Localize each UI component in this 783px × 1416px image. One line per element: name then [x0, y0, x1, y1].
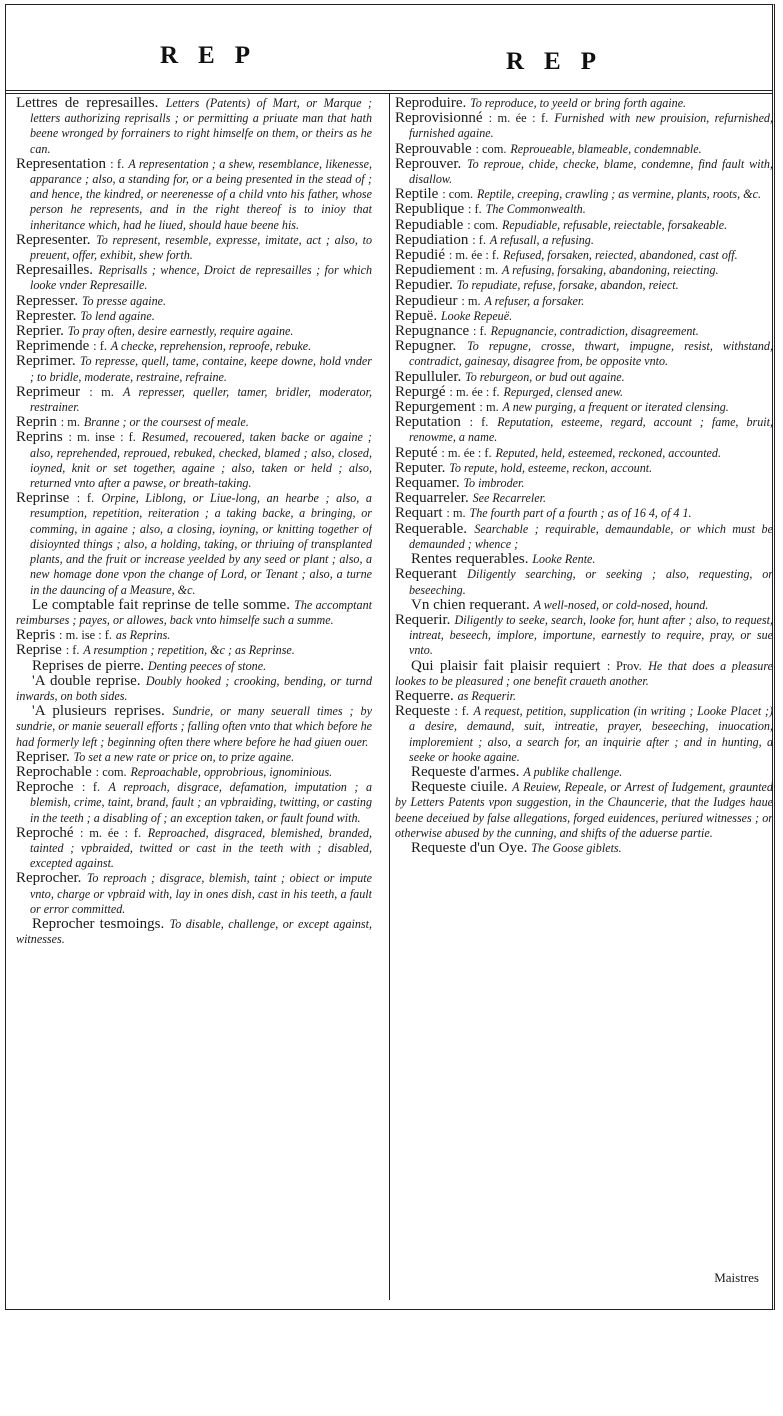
entry-headword: Repugnance: [395, 323, 470, 340]
entry-translation: A Reuiew, Repeale, or Arrest of Iudgement, graunted by Letters Patents vpon suggestion, in the Chauncerie, that the Iudges haue beene deceiued by false allegations, forged euidences, periured witnesses ; or otherwise abused by the cunning, and shifts of the aduerse partie.: [395, 780, 773, 840]
dictionary-entry: [16, 339, 372, 354]
entry-translation: Reputation, esteeme, regard, account ; fame, bruit, renowme, a name.: [409, 415, 773, 445]
entry-grammar: : m.: [446, 506, 466, 521]
entry-translation: Denting peeces of stone.: [147, 658, 267, 673]
entry-headword: Le comptable fait reprinse de telle somme.: [32, 596, 290, 613]
entry-headword: Rentes requerables.: [411, 551, 529, 568]
entry-headword: Repudiement: [395, 262, 475, 279]
entry-translation: A refuser, a forsaker.: [484, 293, 585, 308]
dictionary-entry: [395, 461, 773, 476]
entry-headword: Reprise: [16, 642, 62, 659]
entry-translation: A request, petition, supplication (in writing ; Looke Placet ;) a desire, demaund, suit, intreatie, prayer, beseeching, inuocation, imploremient ; also, a search for, an inquirie after ; and in hunting, a seeke or hooke againe.: [409, 704, 773, 764]
dictionary-entry: [395, 552, 773, 567]
entry-grammar: : f.: [472, 232, 486, 247]
entry-headword: Reproche: [16, 779, 74, 796]
entry-translation: To presse againe.: [81, 293, 167, 308]
entry-translation: A refusing, forsaking, abandoning, reiecting.: [501, 263, 719, 278]
entry-headword: Repudieur: [395, 292, 458, 309]
dictionary-entry: [16, 917, 372, 947]
entry-headword: Repudiation: [395, 231, 469, 248]
entry-grammar: : f.: [468, 202, 482, 217]
dictionary-entry: [395, 263, 773, 278]
dictionary-entry: [395, 522, 773, 552]
entry-translation: A new purging, a frequent or iterated clensing.: [502, 400, 729, 415]
entry-translation: Reprisalls ; whence, Droict de represailles ; for which looke vnder Represaille.: [30, 263, 372, 293]
entry-translation: The Goose giblets.: [531, 840, 622, 855]
entry-headword: Repulluler.: [395, 368, 462, 385]
entry-grammar: : m. ée : f.: [449, 384, 500, 399]
entry-grammar: : m.: [479, 400, 499, 415]
entry-translation: A reproach, disgrace, defamation, imputation ; a blemish, crime, taint, brand, fault ; an vpbraiding, twitting, or casting in the teeth ; a disabling of ; an exception taken, or fault found with.: [30, 780, 372, 825]
entry-translation: Diligently searching, or seeking ; also, requesting, or beseeching.: [409, 567, 773, 597]
entry-translation: Looke Repeuë.: [440, 308, 513, 323]
entry-translation: Letters (Patents) of Mart, or Marque ; letters authorizing reprisalls ; or permitting a priuate man that hath beene wronged by forrainers to right himselfe on them, or theirs as he can.: [30, 96, 372, 156]
entry-headword: Republique: [395, 201, 465, 218]
entry-translation: The fourth part of a fourth ; as of 16 4, of 4 1.: [469, 506, 692, 521]
entry-headword: Repurgement: [395, 399, 476, 416]
entry-headword: Lettres de represailles.: [16, 96, 159, 111]
entry-translation: He that does a pleasure lookes to be pleasured ; one benefit craueth another.: [395, 658, 773, 688]
entry-grammar: : com.: [442, 187, 474, 202]
dictionary-entry: [395, 476, 773, 491]
entry-grammar: : m.: [461, 293, 481, 308]
entry-headword: Reproduire.: [395, 96, 467, 111]
entry-grammar: : com.: [467, 217, 499, 232]
entry-headword: Requerir.: [395, 611, 451, 628]
dictionary-entry: [16, 96, 372, 157]
dictionary-entry: [16, 628, 372, 643]
entry-grammar: : m. ée : f.: [488, 111, 549, 126]
entry-headword: Requarreler.: [395, 490, 469, 507]
entry-grammar: : Prov.: [606, 658, 642, 673]
dictionary-entry: [395, 278, 773, 293]
entry-headword: Representation: [16, 155, 106, 172]
dictionary-entry: [395, 233, 773, 248]
dictionary-entry: [395, 339, 773, 369]
catchword: Maistres: [714, 1270, 759, 1285]
dictionary-entry: [16, 415, 372, 430]
entry-translation: A represser, queller, tamer, bridler, moderator, restrainer.: [30, 384, 372, 415]
dictionary-entry: [395, 400, 773, 415]
dictionary-entry: [395, 704, 773, 765]
dictionary-entry: [16, 674, 372, 704]
entry-headword: Repudiable: [395, 216, 464, 233]
entry-headword: Reprochable: [16, 763, 92, 780]
entry-translation: Refused, forsaken, reiected, abandoned, cast off.: [502, 248, 738, 263]
entry-headword: Requeste d'armes.: [411, 763, 520, 780]
entry-grammar: : com.: [475, 141, 507, 156]
entry-grammar: : f.: [110, 156, 125, 171]
dictionary-entry: [395, 506, 773, 521]
running-head-right: REP: [506, 48, 616, 75]
entry-headword: Repudié: [395, 247, 445, 264]
dictionary-entry: [395, 841, 773, 856]
entry-translation: The Commonwealth.: [485, 202, 586, 217]
entry-grammar: : f.: [454, 704, 469, 719]
entry-headword: Qui plaisir fait plaisir requiert: [411, 657, 601, 674]
entry-headword: Reprimer.: [16, 353, 76, 370]
entry-headword: Repriser.: [16, 748, 70, 765]
entry-headword: Reprouver.: [395, 155, 462, 172]
entry-translation: A publike challenge.: [523, 764, 623, 779]
entry-grammar: : f.: [76, 491, 95, 506]
entry-translation: To reproach ; disgrace, blemish, taint ; obiect or impute vnto, charge or vpbraid with, lay in ones dish, cast in his teeth, a fault or error committed.: [30, 871, 372, 916]
entry-translation: Repudiable, refusable, reiectable, forsakeable.: [502, 217, 728, 232]
right-column: [395, 96, 773, 1296]
dictionary-entry: [395, 218, 773, 233]
entry-translation: Reputed, held, esteemed, reckoned, accounted.: [495, 445, 721, 460]
dictionary-entry: [16, 659, 372, 674]
entry-headword: Represser.: [16, 292, 79, 309]
column-divider: [389, 94, 390, 1300]
entry-translation: Resumed, recouered, taken backe or againe ; also, reprehended, reproued, rebuked, checked, blamed ; also, closed, ioyned, knit or set together, againe ; also, taken or held ; also, returned vnto after a pawse, or breath-taking.: [30, 430, 372, 491]
entry-grammar: : m. ée : f.: [441, 445, 492, 460]
entry-translation: To reproduce, to yeeld or bring forth againe.: [470, 96, 687, 110]
entry-headword: Represailles.: [16, 262, 94, 279]
entry-headword: Requart: [395, 505, 443, 522]
entry-headword: Reprouvable: [395, 140, 472, 157]
entry-grammar: : m.: [89, 384, 114, 399]
entry-grammar: : m.: [60, 415, 80, 430]
dictionary-entry: [395, 385, 773, 400]
entry-headword: Reptile: [395, 186, 439, 203]
entry-grammar: : m. inse : f.: [68, 430, 136, 445]
entry-headword: Reprovisionné: [395, 110, 483, 127]
entry-grammar: : m.: [478, 263, 499, 278]
dictionary-entry: [395, 248, 773, 263]
entry-translation: To set a new rate or price on, to prize againe.: [73, 749, 295, 764]
entry-translation: as Requerir.: [457, 688, 517, 703]
entry-translation: A refusall, a refusing.: [489, 232, 594, 247]
dictionary-entry: [395, 142, 773, 157]
entry-translation: To imbroder.: [463, 476, 525, 491]
entry-translation: A checke, reprehension, reproofe, rebuke.: [110, 339, 312, 354]
entry-translation: Reptile, creeping, crawling ; as vermine, plants, roots, &c.: [477, 187, 761, 202]
entry-translation: Branne ; or the coursest of meale.: [83, 415, 249, 430]
dictionary-entry: [16, 385, 372, 415]
entry-headword: Reprins: [16, 429, 63, 446]
entry-headword: Requerre.: [395, 687, 454, 704]
entry-headword: Representer.: [16, 231, 91, 248]
entry-translation: A resumption ; repetition, &c ; as Reprinse.: [83, 643, 295, 658]
entry-grammar: : com.: [95, 764, 127, 779]
entry-headword: Reprocher.: [16, 870, 82, 887]
entry-headword: Reputation: [395, 414, 461, 431]
entry-translation: as Reprins.: [115, 628, 171, 643]
entry-headword: Reprier.: [16, 323, 64, 340]
entry-headword: Reputer.: [395, 459, 446, 476]
dictionary-entry: [16, 233, 372, 263]
dictionary-entry: [395, 765, 773, 780]
entry-headword: Requeste: [395, 703, 450, 720]
entry-headword: Repurgé: [395, 383, 446, 400]
entry-headword: Requamer.: [395, 475, 460, 492]
entry-headword: Reprinse: [16, 490, 70, 507]
entry-translation: See Recarreler.: [472, 491, 547, 506]
entry-translation: Doubly hooked ; crooking, bending, or turnd inwards, on both sides.: [16, 673, 372, 703]
entry-translation: Orpine, Liblong, or Liue-long, an hearbe ; also, a resumption, repetition, reiteration ; a taking backe, a bringing, or comming, in againe ; also, a closing, ioyning, or knitting together of disioynted things ; also, a holding, taking, or thriuing of transplanted plants, and the fruit or increase yeelded by any seed or plant ; also, a new homage done vpon the change of Lord, or Tenant ; also, a turne in the dauncing of a Measure, &c.: [30, 491, 372, 597]
entry-grammar: : f.: [65, 643, 80, 658]
dictionary-entry: [16, 263, 372, 293]
dictionary-entry: [16, 826, 372, 872]
dictionary-entry: [16, 871, 372, 917]
dictionary-entry: [395, 157, 773, 187]
entry-translation: Searchable ; requirable, demaundable, or which must be demaunded ; whence ;: [409, 521, 773, 551]
entry-headword: Vn chien requerant.: [411, 596, 530, 613]
entry-translation: To represent, resemble, expresse, imitate, act ; also, to preuent, offer, exhibit, shew forth.: [30, 232, 372, 263]
dictionary-entry: [16, 294, 372, 309]
entry-translation: Repugnancie, contradiction, disagreement.: [490, 324, 699, 339]
dictionary-entry: [16, 780, 372, 826]
entry-grammar: : f.: [473, 324, 487, 339]
dictionary-entry: [395, 111, 773, 141]
dictionary-entry: [16, 309, 372, 324]
dictionary-entry: [395, 202, 773, 217]
dictionary-entry: [395, 294, 773, 309]
entry-headword: Reprin: [16, 414, 57, 431]
running-head-left: REP: [160, 42, 270, 69]
entry-headword: Represter.: [16, 307, 77, 324]
dictionary-entry: [395, 780, 773, 841]
entry-headword: 'A double reprise.: [32, 672, 141, 689]
entry-translation: A representation ; a shew, resemblance, likenesse, apparance ; also, a standing for, or a being presented in the stead of ; and hence, the kindred, or neerenesse of a child vnto his father, whose person he represents, and in the right thereof is to inioy that inheritance which, had he liued, should haue beene his.: [30, 156, 372, 232]
entry-translation: Reproueable, blameable, condemnable.: [510, 141, 702, 156]
dictionary-entry: [395, 689, 773, 704]
entry-translation: Repurged, clensed anew.: [503, 384, 624, 399]
dictionary-entry: [395, 187, 773, 202]
dictionary-entry: [395, 613, 773, 659]
entry-grammar: : m. ise : f.: [59, 628, 113, 643]
dictionary-entry: [16, 157, 372, 233]
entry-headword: Requeste ciuile.: [411, 779, 508, 796]
entry-translation: Looke Rente.: [532, 552, 596, 567]
entry-translation: The accomptant reimburses ; payes, or allowes, back vnto himselfe such a summe.: [16, 597, 372, 627]
dictionary-entry: [16, 491, 372, 597]
entry-translation: To repugne, crosse, thwart, impugne, resist, withstand, contradict, gainesay, disagree from, be opposite vnto.: [409, 339, 773, 369]
entry-headword: Repugner.: [395, 338, 457, 355]
entry-translation: To reburgeon, or bud out againe.: [465, 369, 625, 384]
entry-translation: To pray often, desire earnestly, require againe.: [67, 324, 294, 339]
entry-translation: Reproached, disgraced, blemished, branded, tainted ; vpbraided, twitted or cast in the teeth with ; disabled, excepted against.: [30, 825, 372, 871]
entry-translation: To repudiate, refuse, forsake, abandon, reiect.: [456, 278, 679, 293]
entry-translation: To repute, hold, esteeme, reckon, account.: [449, 460, 653, 475]
entry-translation: Furnished with new prouision, refurnished, furnished againe.: [409, 111, 773, 141]
dictionary-entry: [395, 659, 773, 689]
entry-headword: Reproché: [16, 824, 74, 841]
entry-translation: Reproachable, opprobrious, ignominious.: [130, 764, 333, 779]
dictionary-entry: [16, 750, 372, 765]
entry-headword: Reprocher tesmoings.: [32, 915, 165, 932]
dictionary-entry: [16, 704, 372, 750]
dictionary-entry: [395, 370, 773, 385]
entry-translation: Diligently to seeke, search, looke for, hunt after ; also, to request, intreat, beseech, implore, importune, earnestly to require, pray, or sue vnto.: [409, 612, 773, 658]
entry-grammar: : f.: [81, 780, 101, 795]
entry-headword: Reputé: [395, 444, 438, 461]
entry-translation: To represse, quell, tame, containe, keepe downe, hold vnder ; to bridle, moderate, restraine, refraine.: [30, 354, 372, 384]
entry-grammar: : f.: [469, 415, 489, 430]
entry-headword: Requerable.: [395, 520, 468, 537]
entry-grammar: : m. ée : f.: [80, 825, 142, 840]
entry-translation: To reproue, chide, checke, blame, condemne, find fault with, disallow.: [409, 156, 773, 187]
dictionary-entry: [395, 598, 773, 613]
entry-translation: Sundrie, or many seuerall times ; by sundrie, or manie seuerall efforts ; falling often vnto that which before he had formerly left ; beginning often there where before he had giuen ouer.: [16, 704, 372, 749]
entry-headword: Reprimende: [16, 338, 90, 355]
entry-grammar: : m. ée : f.: [448, 248, 500, 263]
entry-translation: To lend againe.: [80, 308, 155, 323]
dictionary-entry: [16, 643, 372, 658]
dictionary-entry: [16, 765, 372, 780]
left-column: [16, 96, 372, 1296]
entry-grammar: : f.: [93, 339, 107, 354]
dictionary-entry: [16, 354, 372, 384]
entry-headword: Repuë.: [395, 307, 438, 324]
entry-headword: Reprises de pierre.: [32, 657, 145, 674]
entry-headword: 'A plusieurs reprises.: [32, 703, 165, 720]
dictionary-entry: [16, 598, 372, 628]
dictionary-entry: [395, 567, 773, 597]
entry-headword: Repris: [16, 627, 56, 644]
dictionary-entry: [395, 309, 773, 324]
dictionary-entry: [395, 446, 773, 461]
entry-translation: To disable, challenge, or except against, witnesses.: [16, 916, 372, 947]
dictionary-entry: [395, 415, 773, 445]
dictionary-entry: [395, 491, 773, 506]
dictionary-entry: [395, 96, 773, 111]
entry-headword: Reprimeur: [16, 383, 81, 400]
entry-translation: A well-nosed, or cold-nosed, hound.: [533, 597, 709, 612]
header-rule: [5, 90, 773, 91]
entry-headword: Repudier.: [395, 277, 453, 294]
dictionary-entry: [16, 324, 372, 339]
entry-headword: Requeste d'un Oye.: [411, 839, 528, 856]
entry-headword: Requerant: [395, 566, 457, 583]
dictionary-entry: [16, 430, 372, 491]
dictionary-entry: [395, 324, 773, 339]
